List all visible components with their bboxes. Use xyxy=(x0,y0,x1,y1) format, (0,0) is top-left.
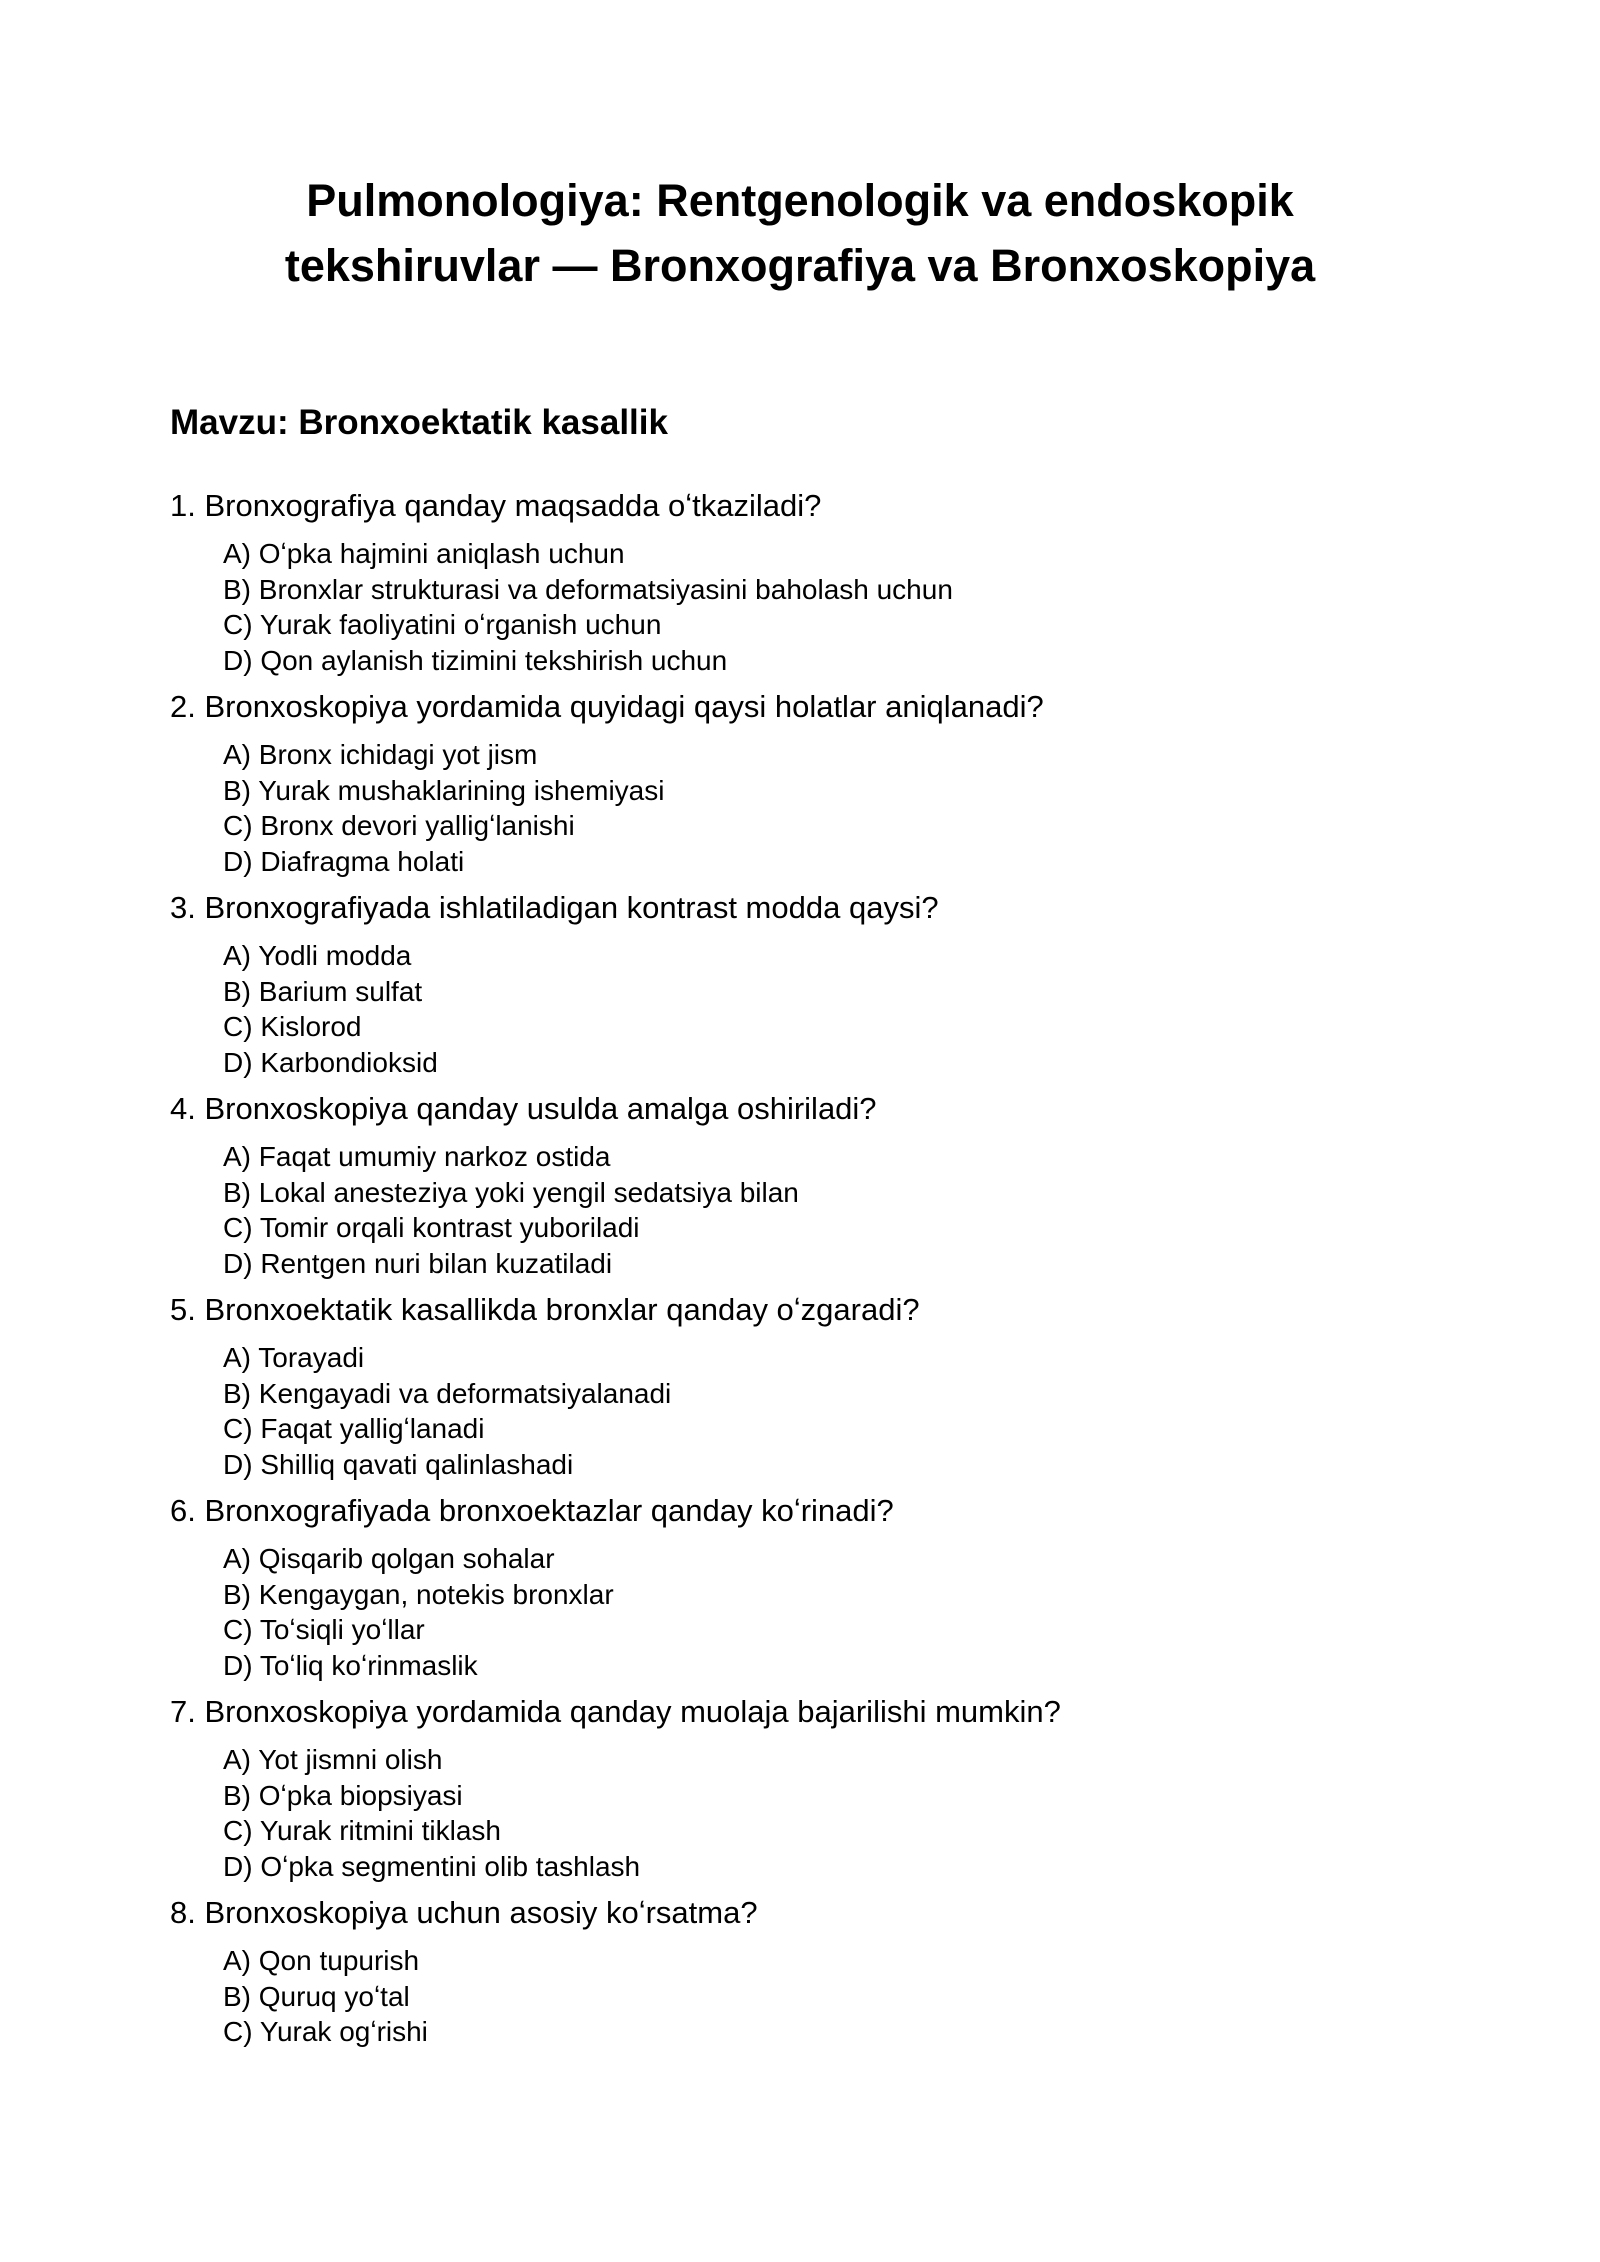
answer-options xyxy=(170,737,1430,879)
question-list xyxy=(170,484,1430,2050)
answer-option: A) Torayadi xyxy=(223,1342,365,1373)
answer-option: D) Oʻpka segmentini olib tashlash xyxy=(223,1850,641,1882)
answer-options xyxy=(170,1541,1430,1683)
answer-option: A) Bronx ichidagi yot jism xyxy=(223,739,538,770)
answer-option: D) Karbondioksid xyxy=(223,1046,438,1078)
answer-options xyxy=(170,938,1430,1080)
answer-option: C) Toʻsiqli yoʻllar xyxy=(223,1614,425,1645)
answer-option: C) Kislorod xyxy=(223,1011,362,1042)
document-title-line-2: tekshiruvlar — Bronxografiya va Bronxoskopiya xyxy=(284,240,1316,291)
answer-option: B) Quruq yoʻtal xyxy=(223,1980,410,2012)
answer-options xyxy=(170,536,1430,678)
question-text: 4. Bronxoskopiya qanday usulda amalga oshiriladi? xyxy=(170,1091,877,1126)
answer-option: C) Bronx devori yalligʻlanishi xyxy=(223,810,575,841)
answer-option: A) Qon tupurish xyxy=(223,1945,420,1976)
question-text: 7. Bronxoskopiya yordamida qanday muolaja bajarilishi mumkin? xyxy=(170,1694,1061,1729)
document-title-line-1: Pulmonologiya: Rentgenologik va endoskopik xyxy=(306,175,1294,226)
answer-option: B) Barium sulfat xyxy=(223,975,423,1007)
question-text: 8. Bronxoskopiya uchun asosiy koʻrsatma? xyxy=(170,1895,758,1930)
question-item xyxy=(170,1288,1430,1482)
answer-option: D) Toʻliq koʻrinmaslik xyxy=(223,1649,478,1681)
answer-option: D) Rentgen nuri bilan kuzatiladi xyxy=(223,1247,613,1279)
question-item xyxy=(170,685,1430,879)
question-item xyxy=(170,484,1430,678)
question-text: 3. Bronxografiyada ishlatiladigan kontrast modda qaysi? xyxy=(170,890,939,925)
answer-options xyxy=(170,1742,1430,1884)
question-text: 5. Bronxoektatik kasallikda bronxlar qanday oʻzgaradi? xyxy=(170,1292,920,1327)
answer-option: D) Diafragma holati xyxy=(223,845,465,877)
answer-option: A) Yot jismni olish xyxy=(223,1744,443,1775)
answer-option: C) Yurak faoliyatini oʻrganish uchun xyxy=(223,609,662,640)
answer-option: A) Qisqarib qolgan sohalar xyxy=(223,1543,555,1574)
question-text: 1. Bronxografiya qanday maqsadda oʻtkaziladi? xyxy=(170,488,822,523)
answer-option: B) Bronxlar strukturasi va deformatsiyasini baholash uchun xyxy=(223,573,953,605)
question-item xyxy=(170,886,1430,1080)
document-title xyxy=(170,168,1430,298)
answer-option: B) Yurak mushaklarining ishemiyasi xyxy=(223,774,665,806)
answer-option: B) Kengayadi va deformatsiyalanadi xyxy=(223,1377,672,1409)
question-item xyxy=(170,1690,1430,1884)
answer-option: B) Oʻpka biopsiyasi xyxy=(223,1779,463,1811)
question-text: 6. Bronxografiyada bronxoektazlar qanday koʻrinadi? xyxy=(170,1493,894,1528)
answer-option: C) Tomir orqali kontrast yuboriladi xyxy=(223,1212,640,1243)
question-text: 2. Bronxoskopiya yordamida quyidagi qaysi holatlar aniqlanadi? xyxy=(170,689,1044,724)
answer-option: D) Qon aylanish tizimini tekshirish uchun xyxy=(223,644,728,676)
subject-heading: Mavzu: Bronxoektatik kasallik xyxy=(170,403,668,442)
answer-option: B) Lokal anesteziya yoki yengil sedatsiya bilan xyxy=(223,1176,799,1208)
question-item xyxy=(170,1087,1430,1281)
answer-options xyxy=(170,1340,1430,1482)
answer-option: A) Yodli modda xyxy=(223,940,412,971)
answer-option: C) Yurak ogʻrishi xyxy=(223,2016,428,2047)
question-item xyxy=(170,1489,1430,1683)
answer-option: C) Yurak ritmini tiklash xyxy=(223,1815,502,1846)
question-item xyxy=(170,1891,1430,2050)
answer-options xyxy=(170,1139,1430,1281)
answer-option: A) Oʻpka hajmini aniqlash uchun xyxy=(223,538,625,569)
answer-option: C) Faqat yalligʻlanadi xyxy=(223,1413,485,1444)
answer-option: A) Faqat umumiy narkoz ostida xyxy=(223,1141,611,1172)
answer-option: B) Kengaygan, notekis bronxlar xyxy=(223,1578,614,1610)
answer-option: D) Shilliq qavati qalinlashadi xyxy=(223,1448,574,1480)
answer-options xyxy=(170,1943,1430,2050)
